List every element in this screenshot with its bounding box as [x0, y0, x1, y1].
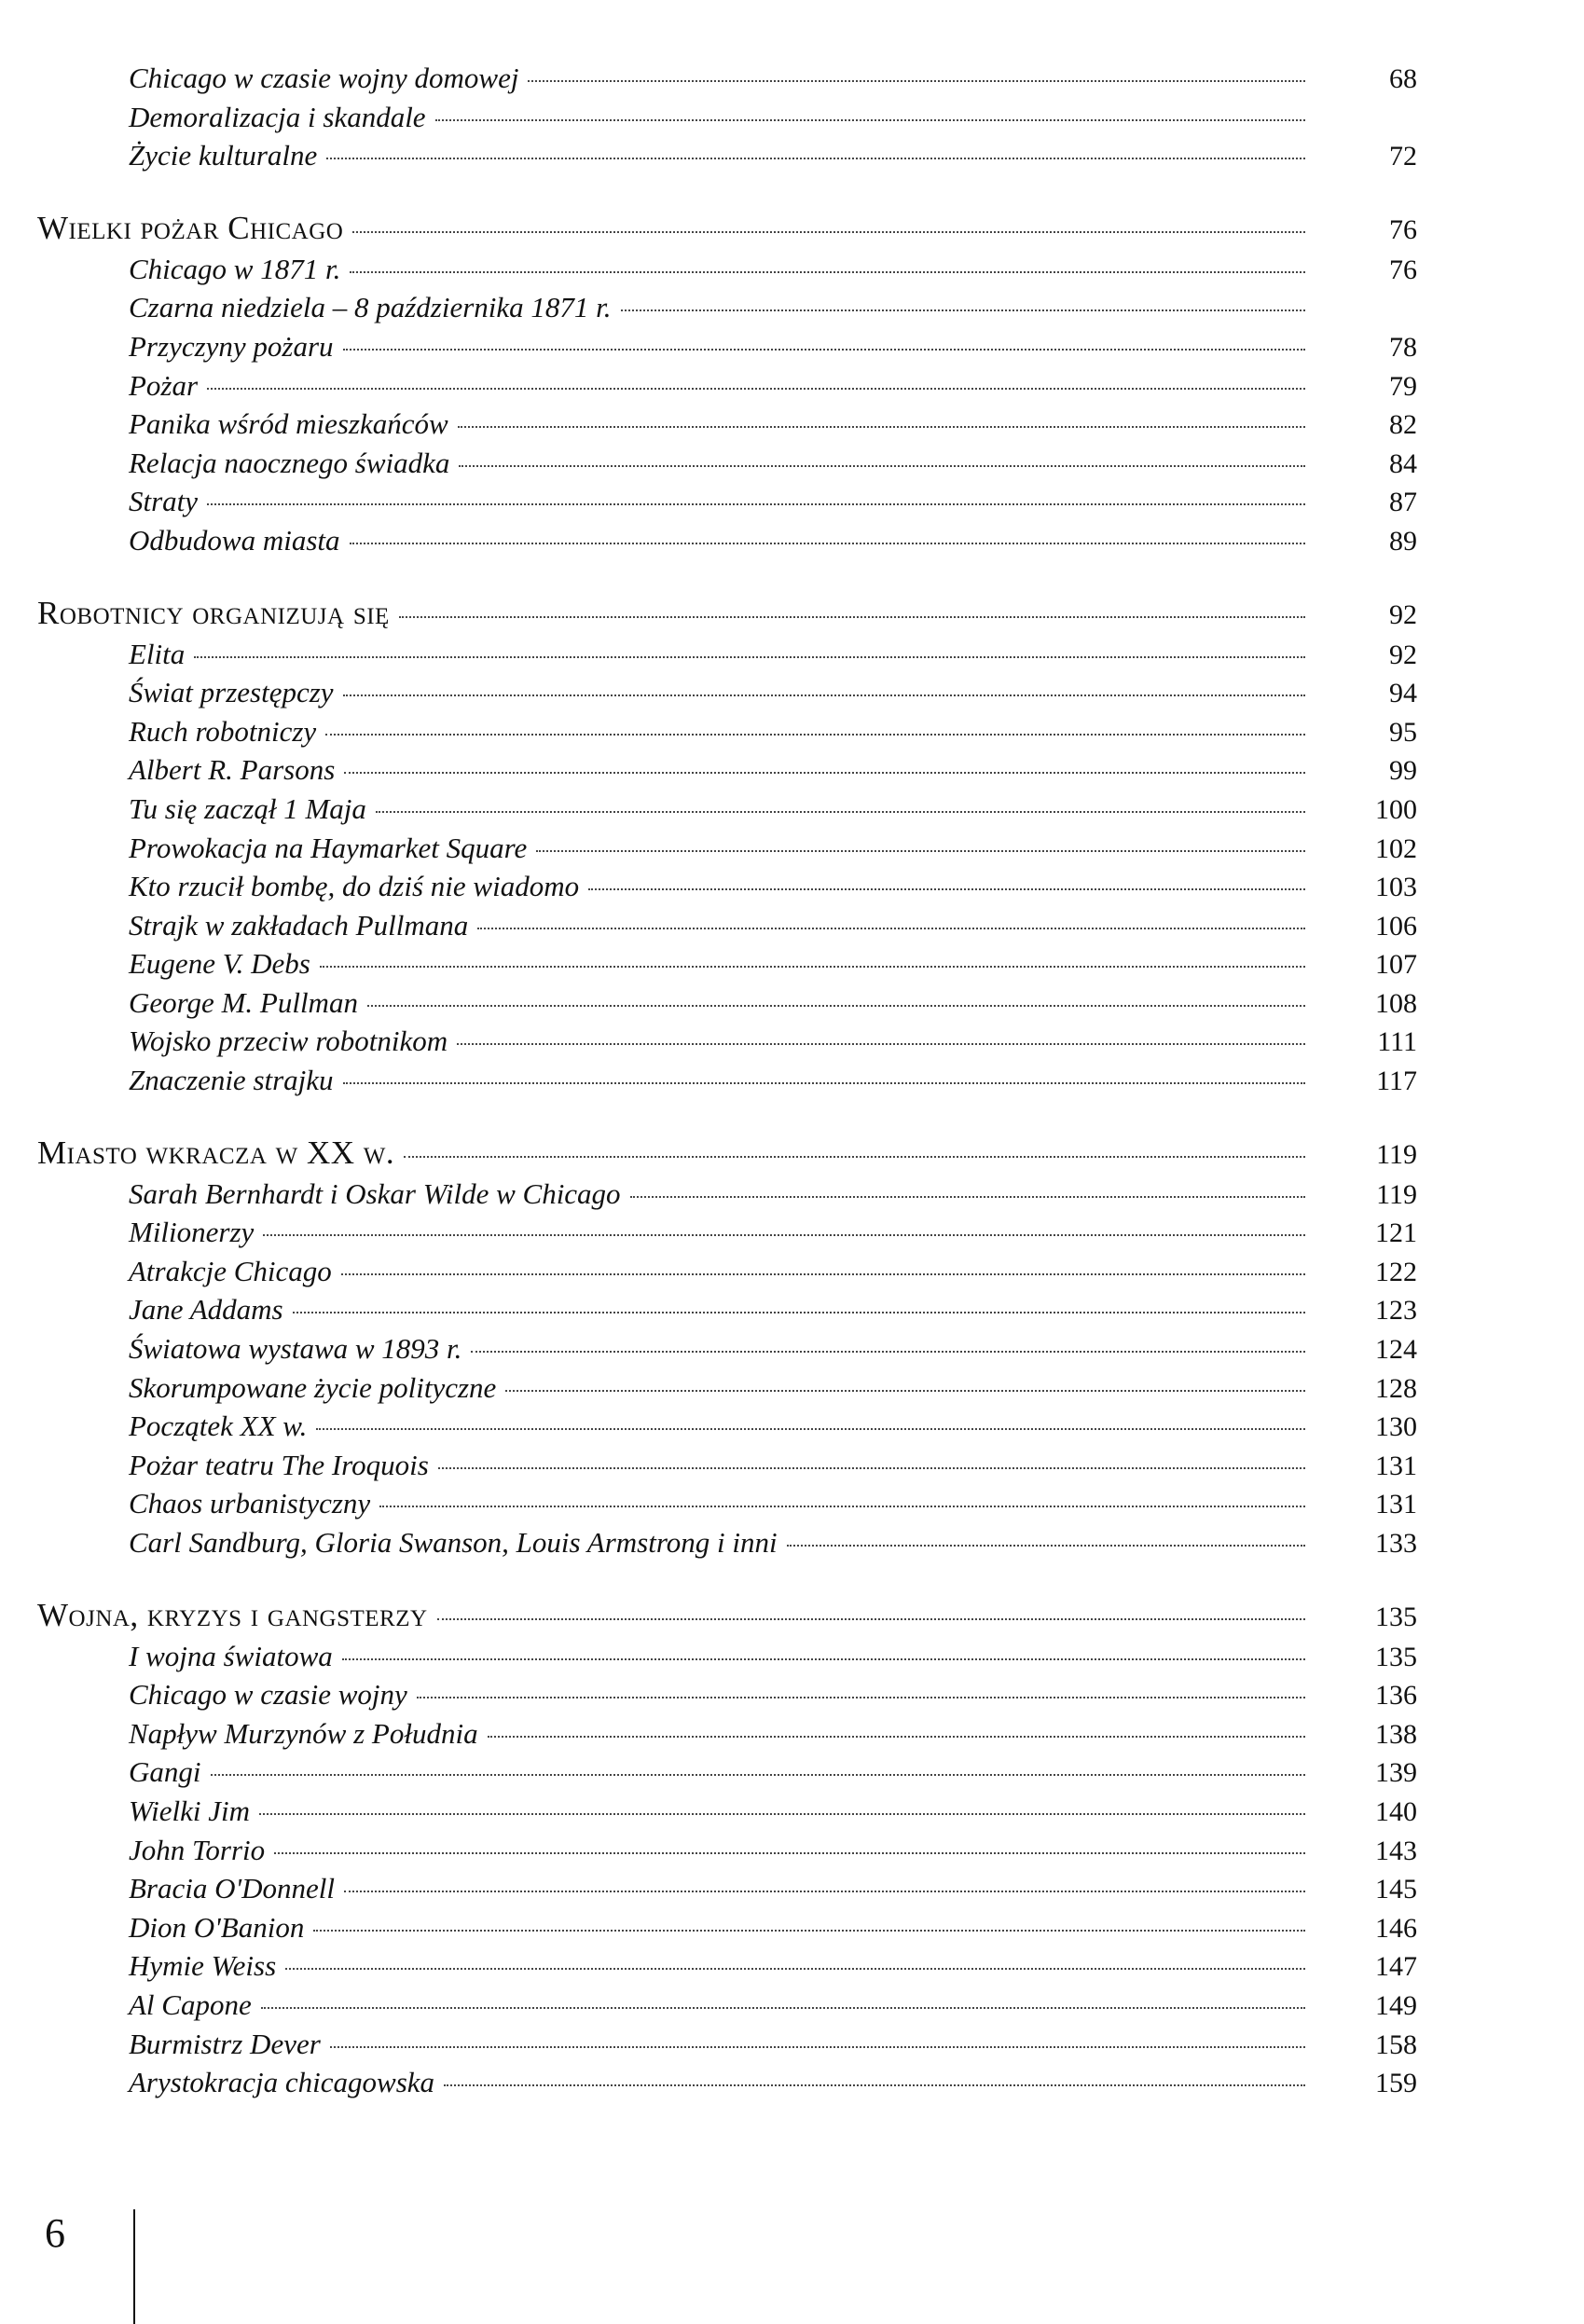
chapter-heading: [37, 1134, 1417, 1177]
page-ref: 76: [1389, 254, 1417, 285]
entry-title: Pożar: [129, 368, 199, 402]
dot-leader: [207, 388, 1305, 390]
toc-entry: [37, 62, 1417, 101]
page-ref: 84: [1389, 447, 1417, 479]
dot-leader: [379, 1506, 1305, 1507]
dot-leader: [343, 1082, 1305, 1084]
entry-title: Kto rzucił bombę, do dziś nie wiadomo: [129, 870, 580, 903]
toc-entry: [37, 1216, 1417, 1255]
toc-entry: [37, 1332, 1417, 1371]
dot-leader: [320, 966, 1305, 968]
dot-leader: [316, 1428, 1305, 1430]
toc-entry: [37, 792, 1417, 832]
dot-leader: [350, 271, 1305, 273]
dot-leader: [536, 850, 1305, 852]
toc-entry: [37, 524, 1417, 563]
dot-leader: [330, 2046, 1305, 2048]
toc-entry: [37, 1795, 1417, 1834]
entry-title: Tu się zaczął 1 Maja: [129, 791, 366, 825]
entry-title: Światowa wystawa w 1893 r.: [129, 1332, 462, 1366]
dot-leader: [528, 80, 1305, 82]
toc-entry: [37, 1678, 1417, 1717]
entry-title: Atrakcje Chicago: [129, 1254, 332, 1287]
entry-title: Gangi: [129, 1755, 201, 1789]
entry-title: Strajk w zakładach Pullmana: [129, 908, 469, 942]
entry-title: Odbudowa miasta: [129, 523, 340, 557]
entry-title: Chicago w czasie wojny domowej: [129, 62, 519, 94]
dot-leader: [285, 1968, 1305, 1970]
entry-title: Relacja naocznego świadka: [129, 446, 450, 479]
entry-title: Albert R. Parsons: [129, 753, 336, 787]
toc-section: [37, 1134, 1417, 1565]
toc-entry: [37, 1872, 1417, 1911]
toc-entry: [37, 986, 1417, 1025]
entry-title: Chicago w 1871 r.: [129, 252, 341, 285]
page-ref: 72: [1389, 141, 1417, 172]
page-ref: 139: [1375, 1757, 1417, 1789]
toc-entry: [37, 1911, 1417, 1950]
entry-title: Wojsko przeciw robotnikom: [129, 1024, 448, 1058]
page-number: 6: [45, 2210, 65, 2256]
toc-entry: [37, 676, 1417, 715]
toc-entry: [37, 832, 1417, 871]
entry-title: Początek XX w.: [129, 1410, 308, 1443]
entry-title: Carl Sandburg, Gloria Swanson, Louis Armstrong i inni: [129, 1526, 778, 1559]
entry-title: Jane Addams: [129, 1293, 283, 1327]
entry-title: Skorumpowane życie polityczne: [129, 1370, 497, 1404]
page-ref: 103: [1375, 872, 1417, 903]
toc-entry: [37, 2066, 1417, 2105]
entry-title: Życie kulturalne: [129, 139, 318, 172]
toc-entry: [37, 485, 1417, 524]
toc-entry: [37, 1255, 1417, 1294]
dot-leader: [376, 811, 1305, 813]
entry-title: Eugene V. Debs: [129, 947, 310, 981]
page-ref: 107: [1375, 949, 1417, 981]
entry-title: Świat przestępczy: [129, 676, 334, 709]
page-ref: 92: [1389, 639, 1417, 670]
toc-entry: [37, 407, 1417, 447]
toc-entry: [37, 139, 1417, 178]
entry-title: Demoralizacja i skandale: [129, 100, 426, 133]
chapter-title: Robotnicy organizują się: [37, 594, 390, 631]
dot-leader: [352, 231, 1305, 233]
toc-section: [37, 210, 1417, 563]
entry-title: Elita: [129, 637, 186, 670]
table-of-contents: [37, 62, 1417, 2137]
dot-leader: [367, 1005, 1305, 1007]
toc-entry: [37, 1064, 1417, 1103]
entry-title: Czarna niedziela – 8 października 1871 r.: [129, 291, 612, 324]
page-ref: 119: [1376, 1178, 1417, 1210]
toc-entry: [37, 1487, 1417, 1526]
page-ref: 122: [1375, 1256, 1417, 1287]
page-ref: 82: [1389, 409, 1417, 441]
page-ref: 79: [1389, 370, 1417, 402]
page-ref: 95: [1389, 716, 1417, 748]
dot-leader: [459, 465, 1305, 467]
toc-entry: [37, 1988, 1417, 2028]
toc-entry: [37, 1949, 1417, 1988]
chapter-title: Wielki pożar Chicago: [37, 209, 344, 246]
toc-entry: [37, 1449, 1417, 1488]
entry-title: Bracia O'Donnell: [129, 1872, 336, 1905]
page-ref: 133: [1375, 1528, 1417, 1559]
dot-leader: [344, 772, 1305, 774]
page-ref: 106: [1375, 910, 1417, 942]
page-ref: 143: [1375, 1835, 1417, 1866]
page-ref: 92: [1389, 598, 1417, 630]
page-ref: 76: [1389, 213, 1417, 245]
entry-title: George M. Pullman: [129, 985, 358, 1019]
page-ref: 100: [1375, 793, 1417, 825]
entry-title: John Torrio: [129, 1833, 266, 1866]
entry-title: Straty: [129, 485, 199, 518]
page-ref: 78: [1389, 331, 1417, 363]
page-ref: 140: [1375, 1795, 1417, 1827]
page-ref: 135: [1375, 1601, 1417, 1632]
entry-title: Panika wśród mieszkańców: [129, 407, 448, 441]
toc-section: [37, 62, 1417, 178]
dot-leader: [488, 1736, 1305, 1738]
dot-leader: [274, 1852, 1305, 1854]
page-ref: 130: [1375, 1411, 1417, 1443]
page-ref: 94: [1389, 678, 1417, 709]
page-ref: 102: [1375, 832, 1417, 864]
entry-title: Przyczyny pożaru: [129, 329, 334, 363]
page-ref: 128: [1375, 1372, 1417, 1404]
page-ref: 131: [1375, 1489, 1417, 1520]
dot-leader: [435, 119, 1305, 121]
page-ref: 158: [1375, 2028, 1417, 2060]
dot-leader: [444, 2084, 1305, 2086]
page-ref: 124: [1375, 1334, 1417, 1366]
toc-entry: [37, 1371, 1417, 1410]
page-ref: 99: [1389, 755, 1417, 787]
page-ref: 131: [1375, 1450, 1417, 1481]
dot-leader: [588, 888, 1305, 890]
toc-section: [37, 595, 1417, 1103]
toc-entry: [37, 1526, 1417, 1565]
page-ref: 147: [1375, 1951, 1417, 1983]
page-ref: 159: [1375, 2068, 1417, 2099]
toc-entry: [37, 369, 1417, 408]
page-ref: 89: [1389, 525, 1417, 557]
toc-entry: [37, 1834, 1417, 1873]
dot-leader: [399, 616, 1305, 618]
dot-leader: [457, 1043, 1305, 1045]
dot-leader: [263, 1234, 1305, 1236]
dot-leader: [630, 1196, 1305, 1198]
toc-entry: [37, 870, 1417, 909]
entry-title: Arystokracja chicagowska: [129, 2066, 435, 2099]
entry-title: Wielki Jim: [129, 1794, 250, 1827]
page-ref: 138: [1375, 1718, 1417, 1750]
toc-entry: [37, 715, 1417, 754]
entry-title: Burmistrz Dever: [129, 2027, 321, 2060]
page-ref: 135: [1375, 1641, 1417, 1672]
page-ref: 123: [1375, 1295, 1417, 1327]
page-ref: 117: [1376, 1066, 1417, 1097]
dot-leader: [261, 2007, 1305, 2009]
toc-entry: [37, 1177, 1417, 1217]
entry-title: Sarah Bernhardt i Oskar Wilde w Chicago: [129, 1176, 621, 1210]
entry-title: Prowokacja na Haymarket Square: [129, 831, 528, 864]
entry-title: Ruch robotniczy: [129, 714, 317, 748]
page-ref: 87: [1389, 487, 1417, 518]
entry-title: Znaczenie strajku: [129, 1064, 334, 1097]
chapter-heading: [37, 1597, 1417, 1640]
dot-leader: [194, 656, 1305, 658]
dot-leader: [477, 928, 1305, 929]
chapter-title: Wojna, kryzys i gangsterzy: [37, 1596, 428, 1633]
dot-leader: [417, 1697, 1305, 1698]
entry-title: Chicago w czasie wojny: [129, 1678, 407, 1712]
page-ref: 111: [1377, 1026, 1417, 1058]
dot-leader: [293, 1312, 1305, 1313]
chapter-title: Miasto wkracza w XX w.: [37, 1134, 395, 1171]
dot-leader: [404, 1156, 1305, 1158]
dot-leader: [438, 1467, 1305, 1469]
chapter-heading: [37, 210, 1417, 253]
toc-entry: [37, 909, 1417, 948]
entry-title: Hymie Weiss: [129, 1949, 277, 1983]
toc-entry: [37, 447, 1417, 486]
toc-entry: [37, 1640, 1417, 1679]
page-ref: 108: [1375, 987, 1417, 1019]
dot-leader: [343, 694, 1305, 696]
dot-leader: [458, 426, 1305, 428]
page-ref: 68: [1389, 63, 1417, 94]
toc-entry: [37, 638, 1417, 677]
entry-title: Al Capone: [129, 1987, 252, 2021]
toc-entry: [37, 753, 1417, 792]
toc-entry: [37, 1024, 1417, 1064]
toc-entry: [37, 1293, 1417, 1332]
toc-entry: [37, 947, 1417, 986]
page-ref: 136: [1375, 1680, 1417, 1712]
dot-leader: [207, 503, 1305, 505]
entry-title: Napływ Murzynów z Południa: [129, 1716, 478, 1750]
toc-entry: [37, 2028, 1417, 2067]
entry-title: Chaos urbanistyczny: [129, 1487, 371, 1520]
dot-leader: [621, 309, 1305, 311]
folio-rule: [133, 2209, 135, 2324]
toc-entry: [37, 253, 1417, 292]
dot-leader: [350, 543, 1306, 544]
page-ref: 149: [1375, 1989, 1417, 2021]
page-ref: 145: [1375, 1874, 1417, 1905]
page-ref: 146: [1375, 1912, 1417, 1944]
dot-leader: [326, 158, 1305, 159]
toc-entry: [37, 1410, 1417, 1449]
toc-entry: [37, 1717, 1417, 1756]
dot-leader: [787, 1545, 1305, 1547]
chapter-heading: [37, 595, 1417, 638]
toc-section: [37, 1597, 1417, 2105]
entry-title: Dion O'Banion: [129, 1910, 305, 1944]
entry-title: Milionerzy: [129, 1216, 255, 1249]
dot-leader: [325, 734, 1305, 736]
dot-leader: [437, 1618, 1305, 1620]
dot-leader: [342, 1658, 1305, 1660]
dot-leader: [505, 1390, 1305, 1392]
toc-entry: [37, 1755, 1417, 1795]
entry-title: Pożar teatru The Iroquois: [129, 1448, 429, 1481]
dot-leader: [343, 349, 1305, 351]
page-ref: 119: [1376, 1138, 1417, 1170]
toc-entry: [37, 330, 1417, 369]
dot-leader: [471, 1351, 1305, 1353]
toc-entry: [37, 101, 1417, 140]
dot-leader: [259, 1813, 1305, 1815]
dot-leader: [313, 1930, 1305, 1932]
dot-leader: [344, 1891, 1305, 1892]
dot-leader: [211, 1774, 1306, 1776]
page-ref: 121: [1375, 1217, 1417, 1249]
toc-entry: [37, 291, 1417, 330]
dot-leader: [341, 1273, 1305, 1275]
entry-title: I wojna światowa: [129, 1639, 333, 1672]
